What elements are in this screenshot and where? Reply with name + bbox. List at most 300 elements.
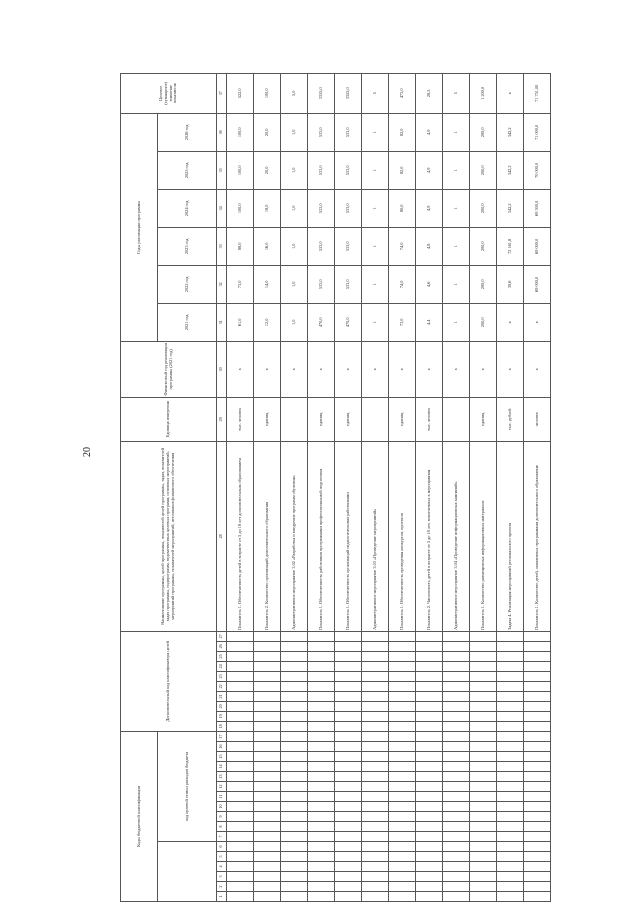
code-cell bbox=[335, 641, 362, 651]
code-cell bbox=[362, 752, 389, 762]
code-cell bbox=[497, 812, 524, 822]
code-cell bbox=[281, 882, 308, 892]
code-cell bbox=[308, 711, 335, 721]
code-cell bbox=[497, 772, 524, 782]
code-cell bbox=[335, 852, 362, 862]
column-number: 9 bbox=[217, 812, 227, 822]
year-value-cell: 100,0 bbox=[227, 113, 254, 151]
code-cell bbox=[281, 681, 308, 691]
code-cell bbox=[524, 721, 551, 731]
code-cell bbox=[308, 742, 335, 752]
year-value-cell: 82,0 bbox=[389, 151, 416, 189]
code-cell bbox=[470, 812, 497, 822]
year-2026-header: 2026 год bbox=[158, 113, 217, 151]
code-cell bbox=[281, 651, 308, 661]
code-cell bbox=[416, 822, 443, 832]
year-value-cell: 88,0 bbox=[227, 227, 254, 265]
indicator-name-cell: Показатель 1. Количество размещенных информационных материалов bbox=[470, 441, 497, 631]
code-cell bbox=[497, 852, 524, 862]
code-cell bbox=[227, 862, 254, 872]
code-cell bbox=[389, 631, 416, 641]
code-cell bbox=[281, 731, 308, 741]
code-cell bbox=[362, 852, 389, 862]
code-cell bbox=[416, 892, 443, 902]
code-subheader-b: код целевой статьи расходов бюджета bbox=[158, 731, 217, 841]
year-value-cell: 73,0 bbox=[227, 265, 254, 303]
year-value-cell: x bbox=[524, 303, 551, 341]
unit-cell bbox=[443, 397, 470, 441]
code-cell bbox=[497, 842, 524, 852]
column-number: 34 bbox=[217, 189, 227, 227]
table-row bbox=[362, 73, 389, 901]
code-cell bbox=[227, 802, 254, 812]
code-cell bbox=[389, 731, 416, 741]
code-cell bbox=[362, 842, 389, 852]
column-number: 36 bbox=[217, 113, 227, 151]
code-cell bbox=[227, 671, 254, 681]
column-number: 4 bbox=[217, 862, 227, 872]
code-cell bbox=[362, 641, 389, 651]
code-cell bbox=[335, 802, 362, 812]
year-value-cell: 1,0 bbox=[281, 189, 308, 227]
code-cell bbox=[335, 721, 362, 731]
code-cell bbox=[524, 701, 551, 711]
code-cell bbox=[470, 742, 497, 752]
year-value-cell: 61,0 bbox=[227, 303, 254, 341]
code-cell bbox=[362, 631, 389, 641]
year-value-cell: 1 bbox=[362, 227, 389, 265]
code-cell bbox=[389, 701, 416, 711]
code-cell bbox=[416, 631, 443, 641]
code-cell bbox=[470, 792, 497, 802]
code-cell bbox=[524, 812, 551, 822]
code-cell bbox=[416, 802, 443, 812]
column-number: 23 bbox=[217, 671, 227, 681]
year-value-cell: 4,6 bbox=[416, 265, 443, 303]
year-value-cell: 69 000,0 bbox=[524, 227, 551, 265]
code-cell bbox=[308, 782, 335, 792]
code-cell bbox=[335, 842, 362, 852]
fin-year-cell: x bbox=[254, 341, 281, 397]
year-value-cell: 4,9 bbox=[416, 113, 443, 151]
year-value-cell: 80,0 bbox=[389, 189, 416, 227]
code-cell bbox=[362, 772, 389, 782]
code-cell bbox=[362, 691, 389, 701]
year-value-cell: 533,0 bbox=[335, 151, 362, 189]
column-number: 35 bbox=[217, 151, 227, 189]
unit-cell: тыс. человек bbox=[416, 397, 443, 441]
code-cell bbox=[416, 671, 443, 681]
code-cell bbox=[362, 742, 389, 752]
indicator-name-cell: Административное мероприятие 3.02 «Разработка и внедрение программ обучения» bbox=[281, 441, 308, 631]
code-cell bbox=[443, 872, 470, 882]
code-cell bbox=[389, 651, 416, 661]
year-value-cell: 470,0 bbox=[308, 303, 335, 341]
year-value-cell: 100,0 bbox=[227, 151, 254, 189]
code-cell bbox=[254, 892, 281, 902]
code-cell bbox=[443, 731, 470, 741]
year-value-cell: 1 bbox=[443, 303, 470, 341]
final-value-cell: 100,0 bbox=[254, 73, 281, 113]
code-cell bbox=[497, 701, 524, 711]
code-cell bbox=[443, 742, 470, 752]
code-cell bbox=[227, 822, 254, 832]
code-cell bbox=[335, 872, 362, 882]
code-cell bbox=[362, 792, 389, 802]
code-cell bbox=[227, 651, 254, 661]
code-cell bbox=[308, 661, 335, 671]
code-cell bbox=[281, 711, 308, 721]
year-value-cell: 200,0 bbox=[470, 189, 497, 227]
table-row bbox=[470, 73, 497, 901]
code-cell bbox=[254, 711, 281, 721]
code-cell bbox=[308, 762, 335, 772]
code-cell bbox=[281, 802, 308, 812]
code-cell bbox=[416, 661, 443, 671]
table-row bbox=[416, 73, 443, 901]
code-cell bbox=[281, 782, 308, 792]
code-cell bbox=[281, 892, 308, 902]
code-cell bbox=[335, 731, 362, 741]
code-cell bbox=[281, 812, 308, 822]
column-number: 5 bbox=[217, 852, 227, 862]
final-value-cell: x bbox=[497, 73, 524, 113]
year-value-cell: 200,0 bbox=[470, 265, 497, 303]
year-value-cell: 533,0 bbox=[335, 265, 362, 303]
code-cell bbox=[497, 832, 524, 842]
code-cell bbox=[227, 762, 254, 772]
code-cell bbox=[254, 641, 281, 651]
table-row bbox=[281, 73, 308, 901]
code-cell bbox=[308, 882, 335, 892]
year-value-cell: 533,0 bbox=[335, 189, 362, 227]
code-cell bbox=[227, 752, 254, 762]
code-cell bbox=[227, 731, 254, 741]
code-cell bbox=[281, 752, 308, 762]
code-cell bbox=[470, 832, 497, 842]
code-cell bbox=[254, 822, 281, 832]
code-cell bbox=[389, 742, 416, 752]
code-cell bbox=[524, 852, 551, 862]
code-cell bbox=[416, 782, 443, 792]
final-value-cell: 5 bbox=[362, 73, 389, 113]
code-cell bbox=[524, 832, 551, 842]
code-cell bbox=[524, 892, 551, 902]
code-cell bbox=[470, 691, 497, 701]
code-cell bbox=[497, 862, 524, 872]
years-group-header: Годы реализации программы bbox=[121, 113, 158, 341]
code-cell bbox=[497, 792, 524, 802]
code-cell bbox=[497, 661, 524, 671]
code-cell bbox=[497, 641, 524, 651]
fin-year-cell: x bbox=[227, 341, 254, 397]
final-value-cell: 5 bbox=[443, 73, 470, 113]
code-cell bbox=[524, 651, 551, 661]
code-cell bbox=[281, 762, 308, 772]
year-value-cell: 1 bbox=[443, 189, 470, 227]
code-cell bbox=[524, 641, 551, 651]
code-cell bbox=[443, 651, 470, 661]
code-cell bbox=[308, 772, 335, 782]
code-cell bbox=[254, 802, 281, 812]
code-cell bbox=[254, 882, 281, 892]
code-cell bbox=[524, 631, 551, 641]
code-cell bbox=[443, 641, 470, 651]
code-cell bbox=[254, 721, 281, 731]
code-cell bbox=[470, 681, 497, 691]
code-cell bbox=[254, 701, 281, 711]
fin-year-cell: x bbox=[524, 341, 551, 397]
indicator-name-cell: Показатель 1. Обеспеченность проведения конкурсов, проектов bbox=[389, 441, 416, 631]
column-number: 2 bbox=[217, 882, 227, 892]
code-cell bbox=[254, 691, 281, 701]
column-numbers-row bbox=[217, 73, 227, 901]
year-value-cell: 18,0 bbox=[254, 189, 281, 227]
indicator-name-cell: Административное мероприятие 3.04 «Проведение информационных кампаний» bbox=[443, 441, 470, 631]
year-value-cell: 1,0 bbox=[281, 151, 308, 189]
code-cell bbox=[497, 802, 524, 812]
table-row bbox=[443, 73, 470, 901]
code-cell bbox=[335, 671, 362, 681]
year-value-cell: 1 bbox=[362, 113, 389, 151]
code-cell bbox=[416, 721, 443, 731]
code-cell bbox=[308, 792, 335, 802]
code-cell bbox=[281, 742, 308, 752]
code-cell bbox=[497, 872, 524, 882]
code-cell bbox=[389, 822, 416, 832]
table-row bbox=[335, 73, 362, 901]
code-cell bbox=[470, 671, 497, 681]
code-cell bbox=[416, 792, 443, 802]
budget-codes-header: Коды бюджетной классификации bbox=[121, 731, 158, 901]
indicator-name-cell: Показатель 1. Обеспеченность работников программами профессиональной подготовки bbox=[308, 441, 335, 631]
code-cell bbox=[362, 651, 389, 661]
code-cell bbox=[335, 822, 362, 832]
code-cell bbox=[470, 802, 497, 812]
code-cell bbox=[254, 862, 281, 872]
code-cell bbox=[389, 802, 416, 812]
code-cell bbox=[470, 721, 497, 731]
code-cell bbox=[389, 862, 416, 872]
final-value-cell: 522,0 bbox=[227, 73, 254, 113]
code-cell bbox=[416, 651, 443, 661]
code-cell bbox=[497, 721, 524, 731]
code-cell bbox=[524, 862, 551, 872]
code-cell bbox=[443, 882, 470, 892]
code-cell bbox=[389, 772, 416, 782]
code-cell bbox=[308, 721, 335, 731]
fin-year-cell: x bbox=[497, 341, 524, 397]
year-value-cell: 533,0 bbox=[308, 265, 335, 303]
column-number: 25 bbox=[217, 651, 227, 661]
code-cell bbox=[281, 872, 308, 882]
year-value-cell: 39,6 bbox=[497, 265, 524, 303]
page-number: 20 bbox=[82, 447, 93, 457]
code-cell bbox=[443, 892, 470, 902]
code-cell bbox=[254, 731, 281, 741]
code-cell bbox=[443, 701, 470, 711]
code-cell bbox=[362, 802, 389, 812]
code-cell bbox=[389, 711, 416, 721]
code-cell bbox=[416, 752, 443, 762]
unit-cell: единиц bbox=[254, 397, 281, 441]
column-number: 11 bbox=[217, 792, 227, 802]
code-cell bbox=[227, 701, 254, 711]
code-cell bbox=[227, 641, 254, 651]
code-cell bbox=[470, 701, 497, 711]
final-value-cell: 1 200,0 bbox=[470, 73, 497, 113]
code-cell bbox=[362, 812, 389, 822]
column-number: 27 bbox=[217, 631, 227, 641]
code-cell bbox=[227, 842, 254, 852]
unit-cell bbox=[281, 397, 308, 441]
code-cell bbox=[470, 852, 497, 862]
year-value-cell: 14,0 bbox=[254, 265, 281, 303]
code-cell bbox=[254, 872, 281, 882]
code-cell bbox=[389, 812, 416, 822]
code-cell bbox=[470, 872, 497, 882]
code-cell bbox=[389, 752, 416, 762]
code-cell bbox=[443, 711, 470, 721]
code-cell bbox=[281, 852, 308, 862]
year-2025-header: 2025 год bbox=[158, 151, 217, 189]
column-number: 29 bbox=[217, 397, 227, 441]
code-cell bbox=[335, 701, 362, 711]
code-cell bbox=[335, 782, 362, 792]
code-cell bbox=[524, 711, 551, 721]
code-cell bbox=[443, 782, 470, 792]
code-cell bbox=[227, 661, 254, 671]
code-cell bbox=[281, 792, 308, 802]
code-cell bbox=[524, 792, 551, 802]
indicator-name-cell: Административное мероприятие 3.03 «Проведение мероприятий» bbox=[362, 441, 389, 631]
code-cell bbox=[470, 862, 497, 872]
fin-year-cell: x bbox=[470, 341, 497, 397]
year-value-cell: 1 bbox=[443, 227, 470, 265]
code-cell bbox=[227, 721, 254, 731]
code-cell bbox=[389, 671, 416, 681]
code-cell bbox=[497, 651, 524, 661]
code-cell bbox=[227, 681, 254, 691]
column-number: 28 bbox=[217, 441, 227, 631]
code-cell bbox=[308, 731, 335, 741]
year-value-cell: 1,0 bbox=[281, 227, 308, 265]
code-cell bbox=[470, 641, 497, 651]
code-cell bbox=[308, 812, 335, 822]
code-cell bbox=[335, 862, 362, 872]
code-cell bbox=[308, 872, 335, 882]
code-cell bbox=[389, 661, 416, 671]
year-value-cell: 71 000,0 bbox=[524, 113, 551, 151]
code-cell bbox=[254, 742, 281, 752]
code-cell bbox=[497, 691, 524, 701]
code-cell bbox=[254, 842, 281, 852]
code-cell bbox=[281, 832, 308, 842]
column-number: 33 bbox=[217, 227, 227, 265]
code-cell bbox=[308, 822, 335, 832]
code-cell bbox=[389, 872, 416, 882]
unit-cell: тыс. рублей bbox=[497, 397, 524, 441]
code-cell bbox=[281, 862, 308, 872]
code-cell bbox=[524, 872, 551, 882]
code-cell bbox=[254, 752, 281, 762]
code-cell bbox=[335, 661, 362, 671]
year-value-cell: 74,0 bbox=[389, 227, 416, 265]
code-cell bbox=[335, 892, 362, 902]
code-cell bbox=[524, 661, 551, 671]
code-cell bbox=[254, 631, 281, 641]
final-value-column-header: Целевое (суммарное) значение показателя bbox=[121, 73, 217, 113]
code-cell bbox=[308, 832, 335, 842]
code-cell bbox=[443, 681, 470, 691]
code-cell bbox=[470, 772, 497, 782]
code-cell bbox=[362, 661, 389, 671]
code-cell bbox=[362, 671, 389, 681]
indicator-name-cell: Показатель 1. Обеспеченность организаций педагогическими работниками bbox=[335, 441, 362, 631]
code-cell bbox=[335, 832, 362, 842]
code-cell bbox=[254, 762, 281, 772]
code-cell bbox=[254, 782, 281, 792]
code-cell bbox=[470, 822, 497, 832]
fin-year-cell: x bbox=[443, 341, 470, 397]
code-cell bbox=[281, 772, 308, 782]
final-value-cell: 473,0 bbox=[389, 73, 416, 113]
year-value-cell: 1,0 bbox=[281, 265, 308, 303]
year-value-cell: 533,0 bbox=[308, 189, 335, 227]
column-number: 30 bbox=[217, 341, 227, 397]
year-value-cell: 200,0 bbox=[470, 303, 497, 341]
code-cell bbox=[281, 721, 308, 731]
code-cell bbox=[308, 631, 335, 641]
code-cell bbox=[335, 772, 362, 782]
code-cell bbox=[308, 852, 335, 862]
code-cell bbox=[470, 882, 497, 892]
code-cell bbox=[443, 752, 470, 762]
fin-year-cell: x bbox=[389, 341, 416, 397]
year-value-cell: 69 000,0 bbox=[524, 265, 551, 303]
year-value-cell: 533,0 bbox=[335, 227, 362, 265]
unit-cell: единиц bbox=[470, 397, 497, 441]
code-cell bbox=[281, 701, 308, 711]
unit-cell: человек bbox=[524, 397, 551, 441]
code-cell bbox=[362, 721, 389, 731]
year-value-cell: 4,4 bbox=[416, 303, 443, 341]
year-value-cell: 4,8 bbox=[416, 227, 443, 265]
code-cell bbox=[443, 822, 470, 832]
code-cell bbox=[416, 842, 443, 852]
column-number: 1 bbox=[217, 892, 227, 902]
code-cell bbox=[227, 711, 254, 721]
year-value-cell: 342,2 bbox=[497, 113, 524, 151]
code-cell bbox=[416, 711, 443, 721]
code-cell bbox=[335, 681, 362, 691]
year-value-cell: 72 161,8 bbox=[497, 227, 524, 265]
year-value-cell: 16,0 bbox=[254, 227, 281, 265]
code-cell bbox=[470, 731, 497, 741]
unit-cell: единиц bbox=[335, 397, 362, 441]
column-number: 12 bbox=[217, 782, 227, 792]
code-cell bbox=[497, 892, 524, 902]
code-cell bbox=[416, 742, 443, 752]
code-cell bbox=[389, 792, 416, 802]
code-cell bbox=[362, 892, 389, 902]
code-cell bbox=[524, 782, 551, 792]
code-cell bbox=[389, 762, 416, 772]
year-2022-header: 2022 год bbox=[158, 265, 217, 303]
code-cell bbox=[362, 731, 389, 741]
code-cell bbox=[254, 812, 281, 822]
code-cell bbox=[308, 691, 335, 701]
